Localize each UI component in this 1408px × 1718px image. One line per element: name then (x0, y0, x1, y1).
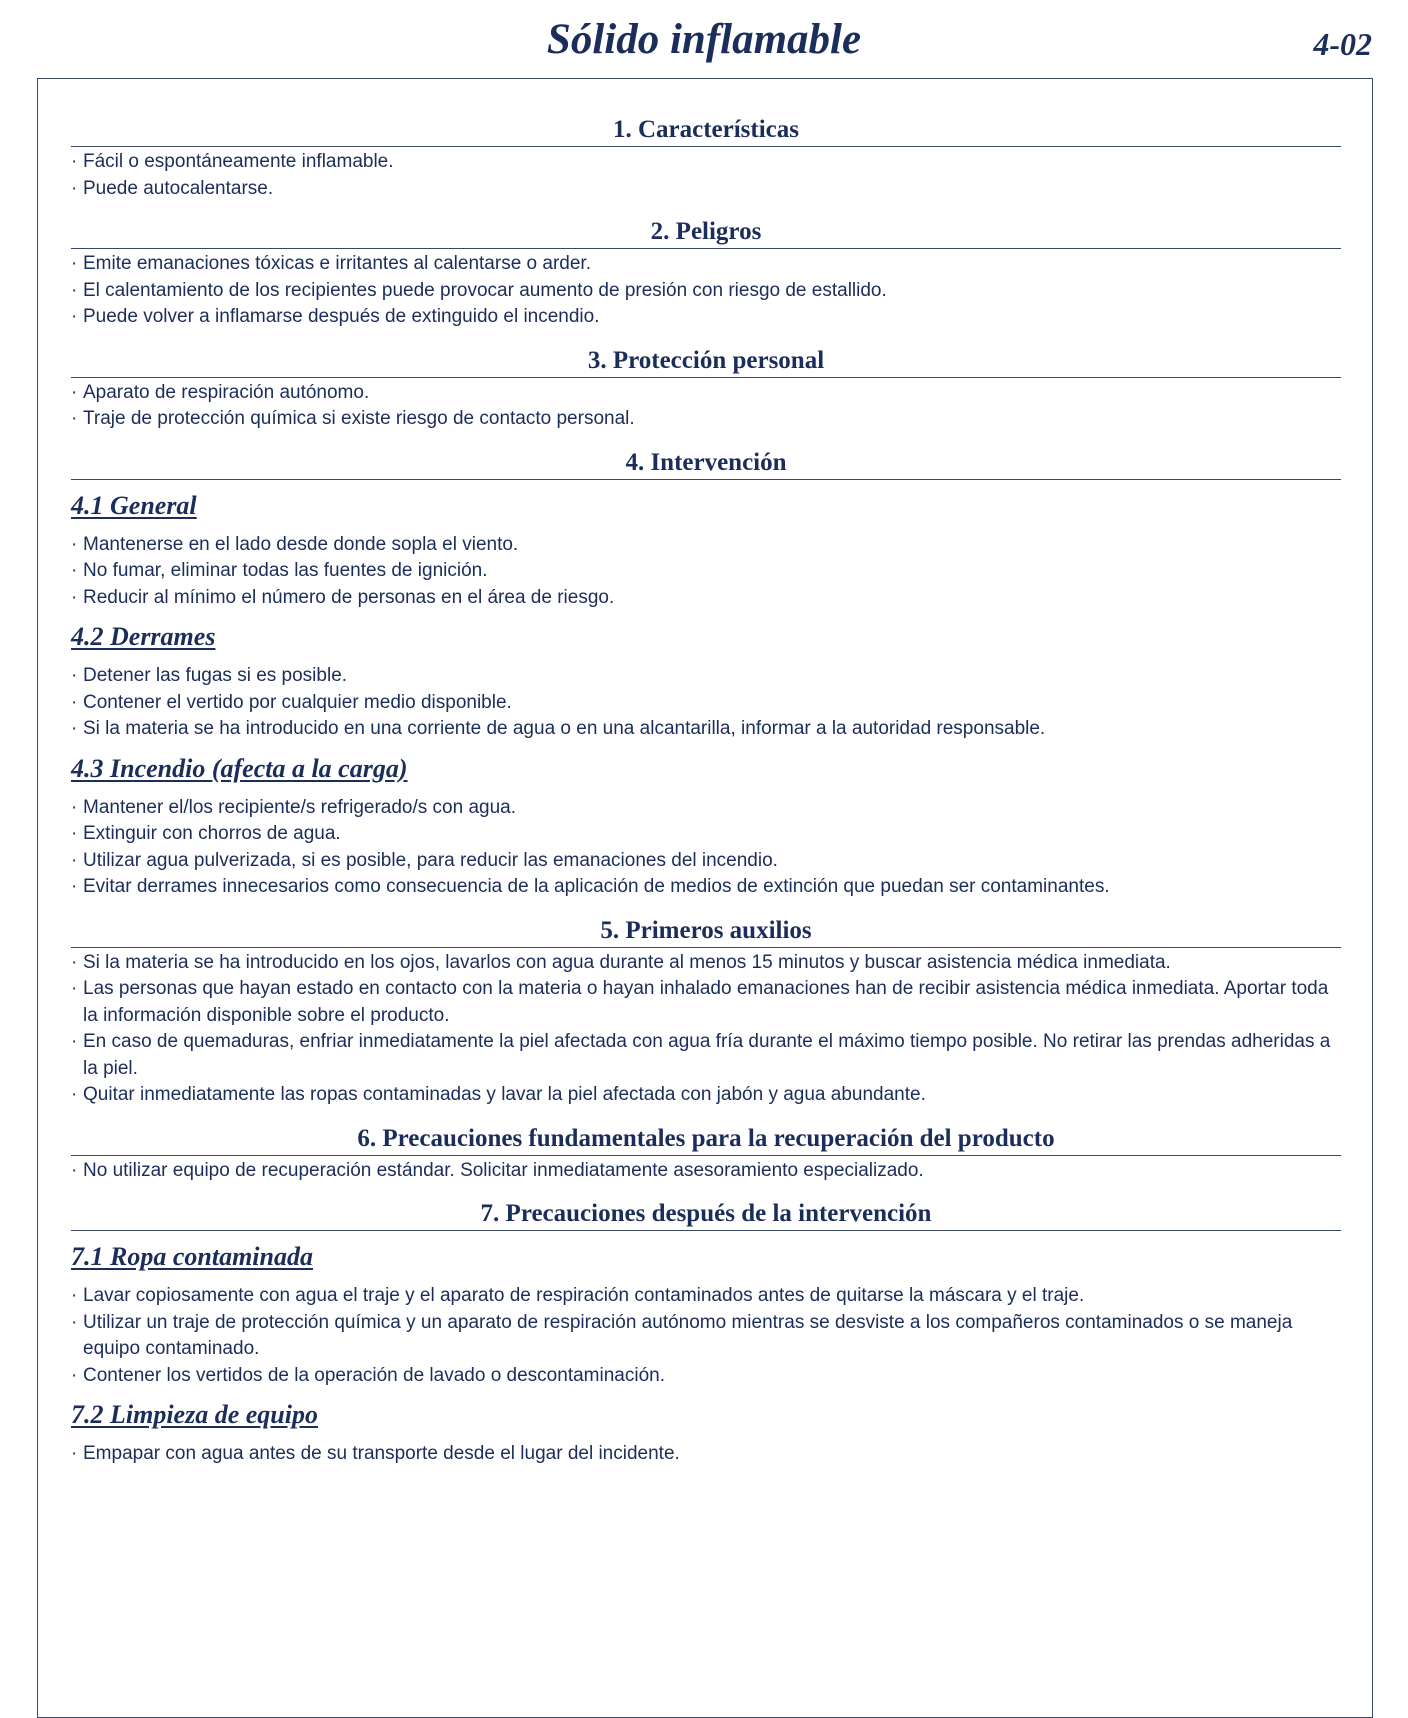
bullet-list (71, 532, 1341, 612)
bullet-list (71, 1441, 1341, 1468)
bullet-list (71, 149, 1341, 202)
bullet-list (71, 1283, 1341, 1389)
list-item: · No utilizar equipo de recuperación estándar. Solicitar inmediatamente asesoramiento especializado. (71, 1158, 1341, 1185)
section-title: 1. Características (71, 110, 1341, 147)
list-item: · Emite emanaciones tóxicas e irritantes al calentarse o arder. (71, 251, 1341, 278)
list-item: · Las personas que hayan estado en contacto con la materia o hayan inhalado emanaciones han de recibir asistencia médica inmediata. Aportar toda la información disponible sobre el producto. (71, 976, 1341, 1029)
list-item: · Si la materia se ha introducido en una corriente de agua o en una alcantarilla, informar a la autoridad responsable. (71, 716, 1341, 743)
section-spacer (71, 331, 1341, 341)
section-spacer (71, 433, 1341, 443)
bullet-list (71, 795, 1341, 901)
list-item: · Reducir al mínimo el número de personas en el área de riesgo. (71, 585, 1341, 612)
section-4 (71, 443, 1341, 911)
list-item: · Puede volver a inflamarse después de extinguido el incendio. (71, 304, 1341, 331)
section-3 (71, 341, 1341, 443)
section-2 (71, 212, 1341, 341)
subsection-title: 4.3 Incendio (afecta a la carga) (71, 753, 408, 783)
document-code: 4-02 (1313, 26, 1372, 62)
section-spacer (71, 1109, 1341, 1119)
list-item: · Quitar inmediatamente las ropas contaminadas y lavar la piel afectada con jabón y agua abundante. (71, 1082, 1341, 1109)
list-item: · Traje de protección química si existe riesgo de contacto personal. (71, 406, 1341, 433)
list-item: · Mantener el/los recipiente/s refrigerado/s con agua. (71, 795, 1341, 822)
section-spacer (71, 1184, 1341, 1194)
section-title: 6. Precauciones fundamentales para la recuperación del producto (71, 1119, 1341, 1156)
list-item: · Si la materia se ha introducido en los ojos, lavarlos con agua durante al menos 15 minutos y buscar asistencia médica inmediata. (71, 950, 1341, 977)
list-item: · Lavar copiosamente con agua el traje y el aparato de respiración contaminados antes de quitarse la máscara y el traje. (71, 1283, 1341, 1310)
list-item: · Contener los vertidos de la operación de lavado o descontaminación. (71, 1363, 1341, 1390)
bullet-list (71, 663, 1341, 743)
list-item: · Aparato de respiración autónomo. (71, 380, 1341, 407)
section-title: 4. Intervención (71, 443, 1341, 480)
list-item: · Puede autocalentarse. (71, 176, 1341, 203)
list-item: · Contener el vertido por cualquier medio disponible. (71, 690, 1341, 717)
subsection-title: 4.1 General (71, 490, 197, 520)
list-item: · Detener las fugas si es posible. (71, 663, 1341, 690)
list-item: · No fumar, eliminar todas las fuentes de ignición. (71, 558, 1341, 585)
list-item: · El calentamiento de los recipientes puede provocar aumento de presión con riesgo de estallido. (71, 278, 1341, 305)
document-body (71, 110, 1341, 1478)
bullet-list (71, 251, 1341, 331)
section-6 (71, 1119, 1341, 1195)
section-title: 3. Protección personal (71, 341, 1341, 378)
section-spacer (71, 202, 1341, 212)
page-title: Sólido inflamable (546, 16, 862, 63)
subsection-title: 4.2 Derrames (71, 622, 216, 651)
bullet-list (71, 380, 1341, 433)
section-5 (71, 911, 1341, 1119)
section-title: 7. Precauciones después de la intervención (71, 1194, 1341, 1231)
section-7 (71, 1194, 1341, 1478)
list-item: · Extinguir con chorros de agua. (71, 821, 1341, 848)
list-item: · Utilizar agua pulverizada, si es posible, para reducir las emanaciones del incendio. (71, 848, 1341, 875)
bullet-list (71, 950, 1341, 1109)
subsection-title: 7.2 Limpieza de equipo (71, 1400, 318, 1429)
subsection-title: 7.1 Ropa contaminada (71, 1242, 313, 1271)
section-spacer (71, 1468, 1341, 1478)
bullet-list (71, 1158, 1341, 1185)
list-item: · Evitar derrames innecesarios como consecuencia de la aplicación de medios de extinción que puedan ser contaminantes. (71, 874, 1341, 901)
section-spacer (71, 901, 1341, 911)
list-item: · En caso de quemaduras, enfriar inmediatamente la piel afectada con agua fría durante el máximo tiempo posible. No retirar las prendas adheridas a la piel. (71, 1029, 1341, 1082)
list-item: · Empapar con agua antes de su transporte desde el lugar del incidente. (71, 1441, 1341, 1468)
list-item: · Utilizar un traje de protección química y un aparato de respiración autónomo mientras se desviste a los compañeros contaminados o se maneja equipo contaminado. (71, 1310, 1341, 1363)
list-item: · Mantenerse en el lado desde donde sopla el viento. (71, 532, 1341, 559)
section-title: 2. Peligros (71, 212, 1341, 249)
list-item: · Fácil o espontáneamente inflamable. (71, 149, 1341, 176)
section-1 (71, 110, 1341, 212)
section-title: 5. Primeros auxilios (71, 911, 1341, 948)
page-header (0, 0, 1408, 78)
